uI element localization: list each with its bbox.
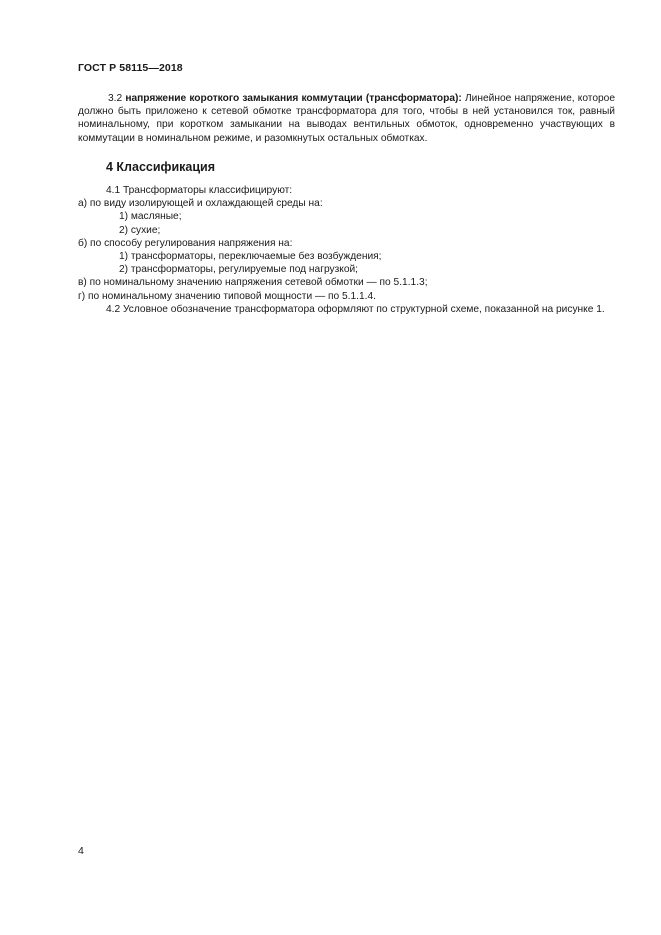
list-line: 1) трансформаторы, переключаемые без возбуждения; bbox=[119, 251, 382, 263]
clause-3-2-paragraph bbox=[78, 92, 615, 145]
page-number: 4 bbox=[78, 845, 84, 857]
term-heading: напряжение короткого замыкания коммутации (трансформатора): bbox=[125, 93, 462, 104]
clause-4-2-paragraph: 4.2 Условное обозначение трансформатора оформляют по структурной схеме, показанной на рисунке 1. bbox=[106, 303, 605, 315]
list-line: а) по виду изолирующей и охлаждающей среды на: bbox=[78, 198, 323, 210]
list-line: 4.1 Трансформаторы классифицируют: bbox=[106, 185, 293, 196]
list-line: в) по номинальному значению напряжения сетевой обмотки — по 5.1.1.3; bbox=[78, 277, 428, 289]
term-definition: Линейное напряжение, которое должно быть приложено к сетевой обмотке трансформатора для того, чтобы в ней установился ток, равный номинальному, при коротком замыкании на выводах вентильных обмоток, одновременно участвующих в коммутации в номинальном режиме, и разомкнутых остальных обмотках. bbox=[78, 93, 615, 144]
list-line: 2) трансформаторы, регулируемые под нагрузкой; bbox=[119, 264, 359, 276]
document-header: ГОСТ Р 58115—2018 bbox=[78, 62, 183, 74]
clause-3-2 bbox=[78, 92, 615, 145]
list-line: г) по номинальному значению типовой мощности — по 5.1.1.4. bbox=[78, 290, 376, 302]
clause-number: 3.2 bbox=[108, 93, 123, 104]
list-line: 2) сухие; bbox=[119, 224, 161, 236]
section-4-body bbox=[78, 184, 615, 316]
section-heading: 4 Классификация bbox=[106, 160, 216, 174]
list-line: 1) масляные; bbox=[119, 211, 182, 223]
list-line: б) по способу регулирования напряжения на: bbox=[78, 237, 293, 249]
